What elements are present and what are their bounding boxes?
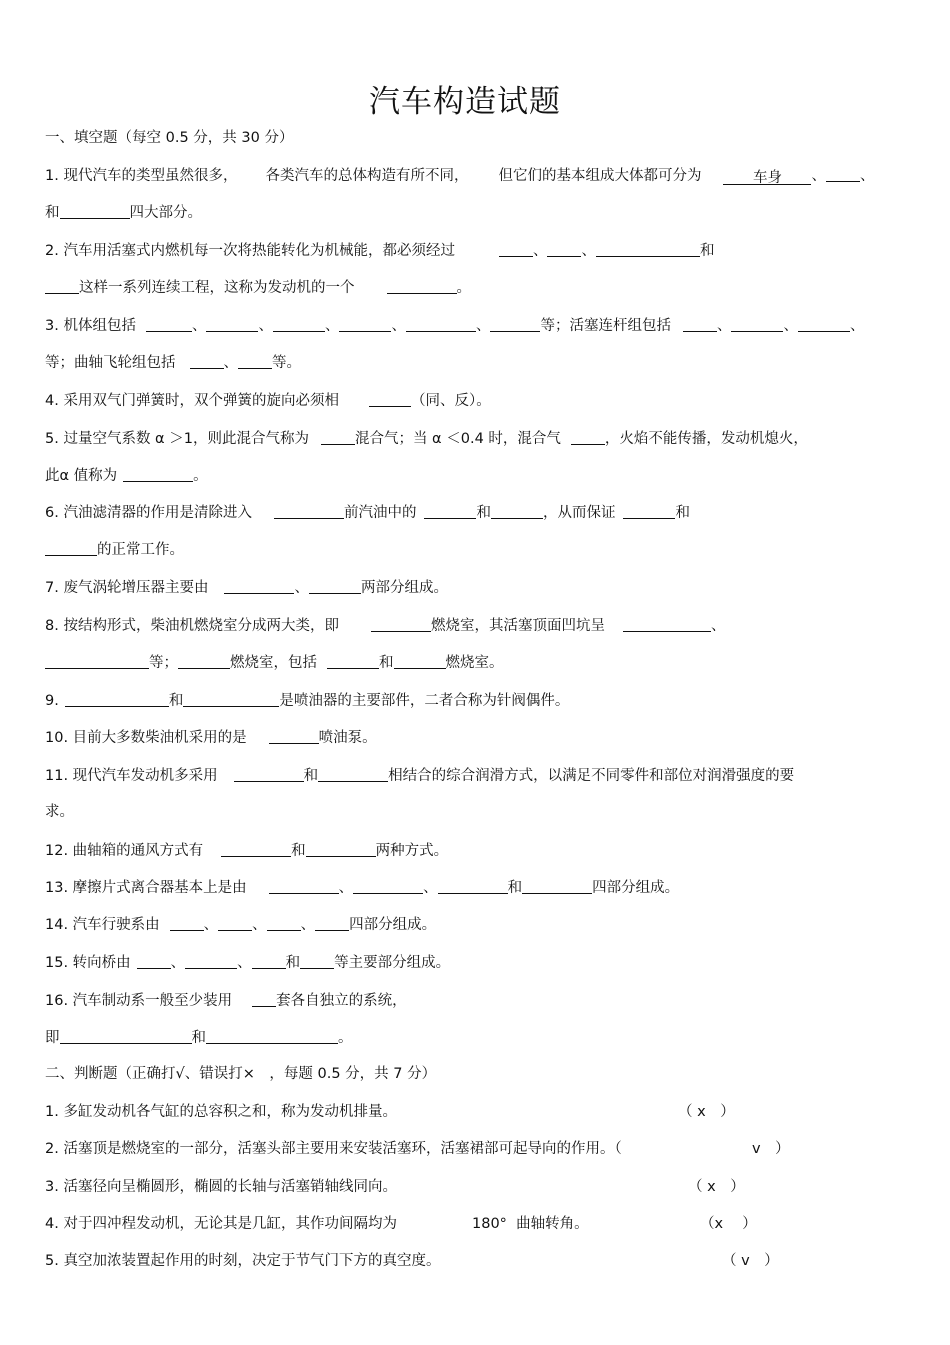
question-13: 13. 摩擦片式离合器基本上是由 、 、 和 四部分组成。 [45, 877, 679, 898]
question-10 [45, 727, 377, 748]
judge-question-5: 5. 真空加浓装置起作用的时刻，决定于节气门下方的真空度。 [45, 1253, 441, 1269]
blank [596, 240, 700, 257]
blank [499, 240, 533, 257]
section-2-heading: 二、判断题（正确打√、错误打× ，每题 0.5 分，共 7 分） [45, 1066, 437, 1082]
question-5-line-2 [45, 465, 208, 486]
blank [274, 502, 344, 519]
blank [315, 914, 349, 931]
question-8-line-2 [45, 652, 504, 673]
blank [269, 877, 339, 894]
judge-answer-5: （ v ） [722, 1253, 779, 1269]
q4-text-b: （同、反）。 [410, 393, 491, 409]
q8-text-d: 燃烧室，包括 [230, 655, 317, 671]
blank [306, 840, 376, 857]
question-12 [45, 840, 448, 861]
question-6-line-2 [45, 539, 184, 560]
question-16-line-2 [45, 1027, 353, 1048]
q3-text-a: 3. 机体组包括 [45, 318, 136, 334]
q10-text-a: 10. 目前大多数柴油机采用的是 [45, 730, 247, 746]
q6-text-e: 和 [675, 505, 690, 521]
judge-question-4-angle: 180° 曲轴转角。 [472, 1216, 589, 1232]
question-1-line-2 [45, 202, 202, 223]
page-title: 汽车构造试题 [369, 84, 561, 120]
q9-text-a: 9. [45, 693, 59, 709]
q12-text-a: 12. 曲轴箱的通风方式有 [45, 843, 204, 859]
q6-text-a: 6. 汽油滤清器的作用是清除进入 [45, 505, 252, 521]
blank [206, 1027, 338, 1044]
q7-text-b: 、 [294, 580, 309, 596]
judge-question-2: 2. 活塞顶是燃烧室的一部分，活塞头部主要用来安装活塞环，活塞裙部可起导向的作用。（ [45, 1141, 622, 1157]
question-15: 15. 转向桥由 、 、 和 等主要部分组成。 [45, 952, 450, 973]
blank [170, 914, 204, 931]
blank [60, 202, 130, 219]
blank [300, 952, 334, 969]
question-11-line-1 [45, 765, 794, 786]
q16-text-e: 。 [338, 1030, 353, 1046]
q5-text-c: ，火焰不能传播，发动机熄火， [604, 431, 808, 447]
question-1-line-1: 1. 现代汽车的类型虽然很多， 各类汽车的总体构造有所不同， 但它们的基本组成大体都可分为 车身 、 、 [45, 165, 874, 186]
question-5-line-1 [45, 428, 808, 449]
blank [45, 539, 97, 556]
q1-text-b: 各类汽车的总体构造有所不同， [265, 168, 469, 184]
q14-text-b: 四部分组成。 [349, 917, 437, 933]
question-3-line-1: 3. 机体组包括 、 、 、 、 、 等；活塞连杆组包括 、 、 、 [45, 315, 864, 336]
question-8-line-1: 8. 按结构形式，柴油机燃烧室分成两大类，即 燃烧室，其活塞顶面凹坑呈 、 [45, 615, 725, 636]
question-11-line-2: 求。 [45, 804, 74, 820]
blank [309, 577, 361, 594]
q7-text-a: 7. 废气涡轮增压器主要由 [45, 580, 209, 596]
q2-text-a: 2. 汽车用活塞式内燃机每一次将热能转化为机械能，都必须经过 [45, 243, 455, 259]
blank [798, 315, 850, 332]
question-14: 14. 汽车行驶系由 、 、 、 四部分组成。 [45, 914, 436, 935]
q5-text-d: 此α 值称为 [45, 468, 118, 484]
q6-text-f: 的正常工作。 [97, 542, 184, 558]
blank [123, 465, 193, 482]
q11-text-c: 相结合的综合润滑方式，以满足不同零件和部位对润滑强度的要 [388, 768, 795, 784]
q8-text-e: 和 [379, 655, 394, 671]
q13-text-a: 13. 摩擦片式离合器基本上是由 [45, 880, 247, 896]
blank [369, 390, 411, 407]
q5-text-a: 5. 过量空气系数 α ＞1，则此混合气称为 [45, 431, 309, 447]
q2-text-c: 这样一系列连续工程，这称为发动机的一个 [79, 280, 355, 296]
q16-text-b: 套各自独立的系统， [276, 993, 407, 1009]
q6-text-b: 前汽油中的 [343, 505, 417, 521]
q9-text-c: 是喷油器的主要部件，二者合称为针阀偶件。 [279, 693, 570, 709]
blank [221, 840, 291, 857]
question-2-line-2 [45, 277, 471, 298]
q1-text-e: 四大部分。 [129, 205, 202, 221]
q10-text-b: 喷油泵。 [318, 730, 377, 746]
q16-text-c: 即 [45, 1030, 60, 1046]
q4-text-a: 4. 采用双气门弹簧时，双个弹簧的旋向必须相 [45, 393, 339, 409]
blank [683, 315, 717, 332]
judge-answer-2: v ） [752, 1141, 790, 1157]
blank [45, 652, 149, 669]
q8-text-f: 燃烧室。 [445, 655, 504, 671]
q5-text-b: 混合气；当 α ＜0.4 时，混合气 [354, 431, 561, 447]
blank [183, 690, 279, 707]
q3-text-c: 等；曲轴飞轮组包括 [45, 355, 176, 371]
q8-text-b: 燃烧室，其活塞顶面凹坑呈 [430, 618, 605, 634]
question-6-line-1 [45, 502, 690, 523]
blank [206, 315, 258, 332]
q9-text-b: 和 [168, 693, 184, 709]
q12-text-b: 和 [291, 843, 306, 859]
q7-text-c: 两部分组成。 [360, 580, 448, 596]
blank [273, 315, 325, 332]
blank [731, 315, 783, 332]
blank [45, 277, 79, 294]
q5-text-e: 。 [193, 468, 208, 484]
blank [318, 765, 388, 782]
judge-answer-3: （ x ） [688, 1179, 745, 1195]
q2-text-b: 和 [699, 243, 715, 259]
q14-text-a: 14. 汽车行驶系由 [45, 917, 160, 933]
question-3-line-2: 等；曲轴飞轮组包括 、 等。 [45, 352, 301, 373]
q15-text-b: 和 [285, 955, 301, 971]
blank [327, 652, 379, 669]
blank [252, 990, 276, 1007]
blank [321, 428, 355, 445]
blank [490, 315, 540, 332]
blank [190, 352, 224, 369]
q6-text-d: ，从而保证 [542, 505, 616, 521]
q11-text-a: 11. 现代汽车发动机多采用 [45, 768, 218, 784]
q1-text-d: 和 [45, 205, 60, 221]
q1-text-a: 1. 现代汽车的类型虽然很多， [45, 168, 238, 184]
blank [547, 240, 581, 257]
blank [424, 502, 476, 519]
judge-answer-1: （ x ） [678, 1104, 735, 1120]
blank [252, 952, 286, 969]
q13-text-c: 四部分组成。 [592, 880, 680, 896]
blank [438, 877, 508, 894]
blank [65, 690, 169, 707]
question-16-line-1 [45, 990, 407, 1011]
q16-text-a: 16. 汽车制动系一般至少装用 [45, 993, 233, 1009]
q8-text-a: 8. 按结构形式，柴油机燃烧室分成两大类，即 [45, 618, 339, 634]
question-9 [45, 690, 569, 711]
blank [571, 428, 605, 445]
question-4 [45, 390, 491, 411]
section-1-heading: 一、填空题（每空 0.5 分，共 30 分） [45, 130, 294, 146]
blank [218, 914, 252, 931]
blank [267, 914, 301, 931]
blank [178, 652, 230, 669]
blank [137, 952, 171, 969]
blank [371, 615, 431, 632]
q15-text-c: 等主要部分组成。 [334, 955, 451, 971]
blank [60, 1027, 192, 1044]
blank [826, 165, 860, 182]
q1-text-c: 但它们的基本组成大体都可分为 [498, 168, 702, 184]
question-2-line-1: 2. 汽车用活塞式内燃机每一次将热能转化为机械能，都必须经过 、 、 和 [45, 240, 714, 261]
q1-blank-1: 车身 [723, 168, 811, 185]
judge-answer-4: （x ） [700, 1216, 757, 1232]
judge-question-3: 3. 活塞径向呈椭圆形，椭圆的长轴与活塞销轴线同向。 [45, 1179, 397, 1195]
blank [623, 502, 675, 519]
blank [269, 727, 319, 744]
blank [522, 877, 592, 894]
blank [224, 577, 294, 594]
q2-text-d: 。 [456, 280, 471, 296]
q3-text-d: 等。 [272, 355, 301, 371]
q6-text-c: 和 [476, 505, 491, 521]
blank [146, 315, 192, 332]
blank [406, 315, 476, 332]
blank [353, 877, 423, 894]
q13-text-b: 和 [507, 880, 523, 896]
q12-text-c: 两种方式。 [375, 843, 449, 859]
judge-question-1: 1. 多缸发动机各气缸的总容积之和，称为发动机排量。 [45, 1104, 397, 1120]
q8-text-c: 等； [149, 655, 178, 671]
blank [238, 352, 272, 369]
blank [339, 315, 391, 332]
q15-text-a: 15. 转向桥由 [45, 955, 131, 971]
blank [491, 502, 543, 519]
blank [387, 277, 457, 294]
q16-text-d: 和 [191, 1030, 206, 1046]
question-7 [45, 577, 448, 598]
blank [234, 765, 304, 782]
q3-text-b: 等；活塞连杆组包括 [540, 318, 671, 334]
blank [394, 652, 446, 669]
judge-question-4: 4. 对于四冲程发动机，无论其是几缸，其作功间隔均为 [45, 1216, 397, 1232]
blank [185, 952, 237, 969]
q11-text-b: 和 [303, 768, 319, 784]
blank [623, 615, 711, 632]
